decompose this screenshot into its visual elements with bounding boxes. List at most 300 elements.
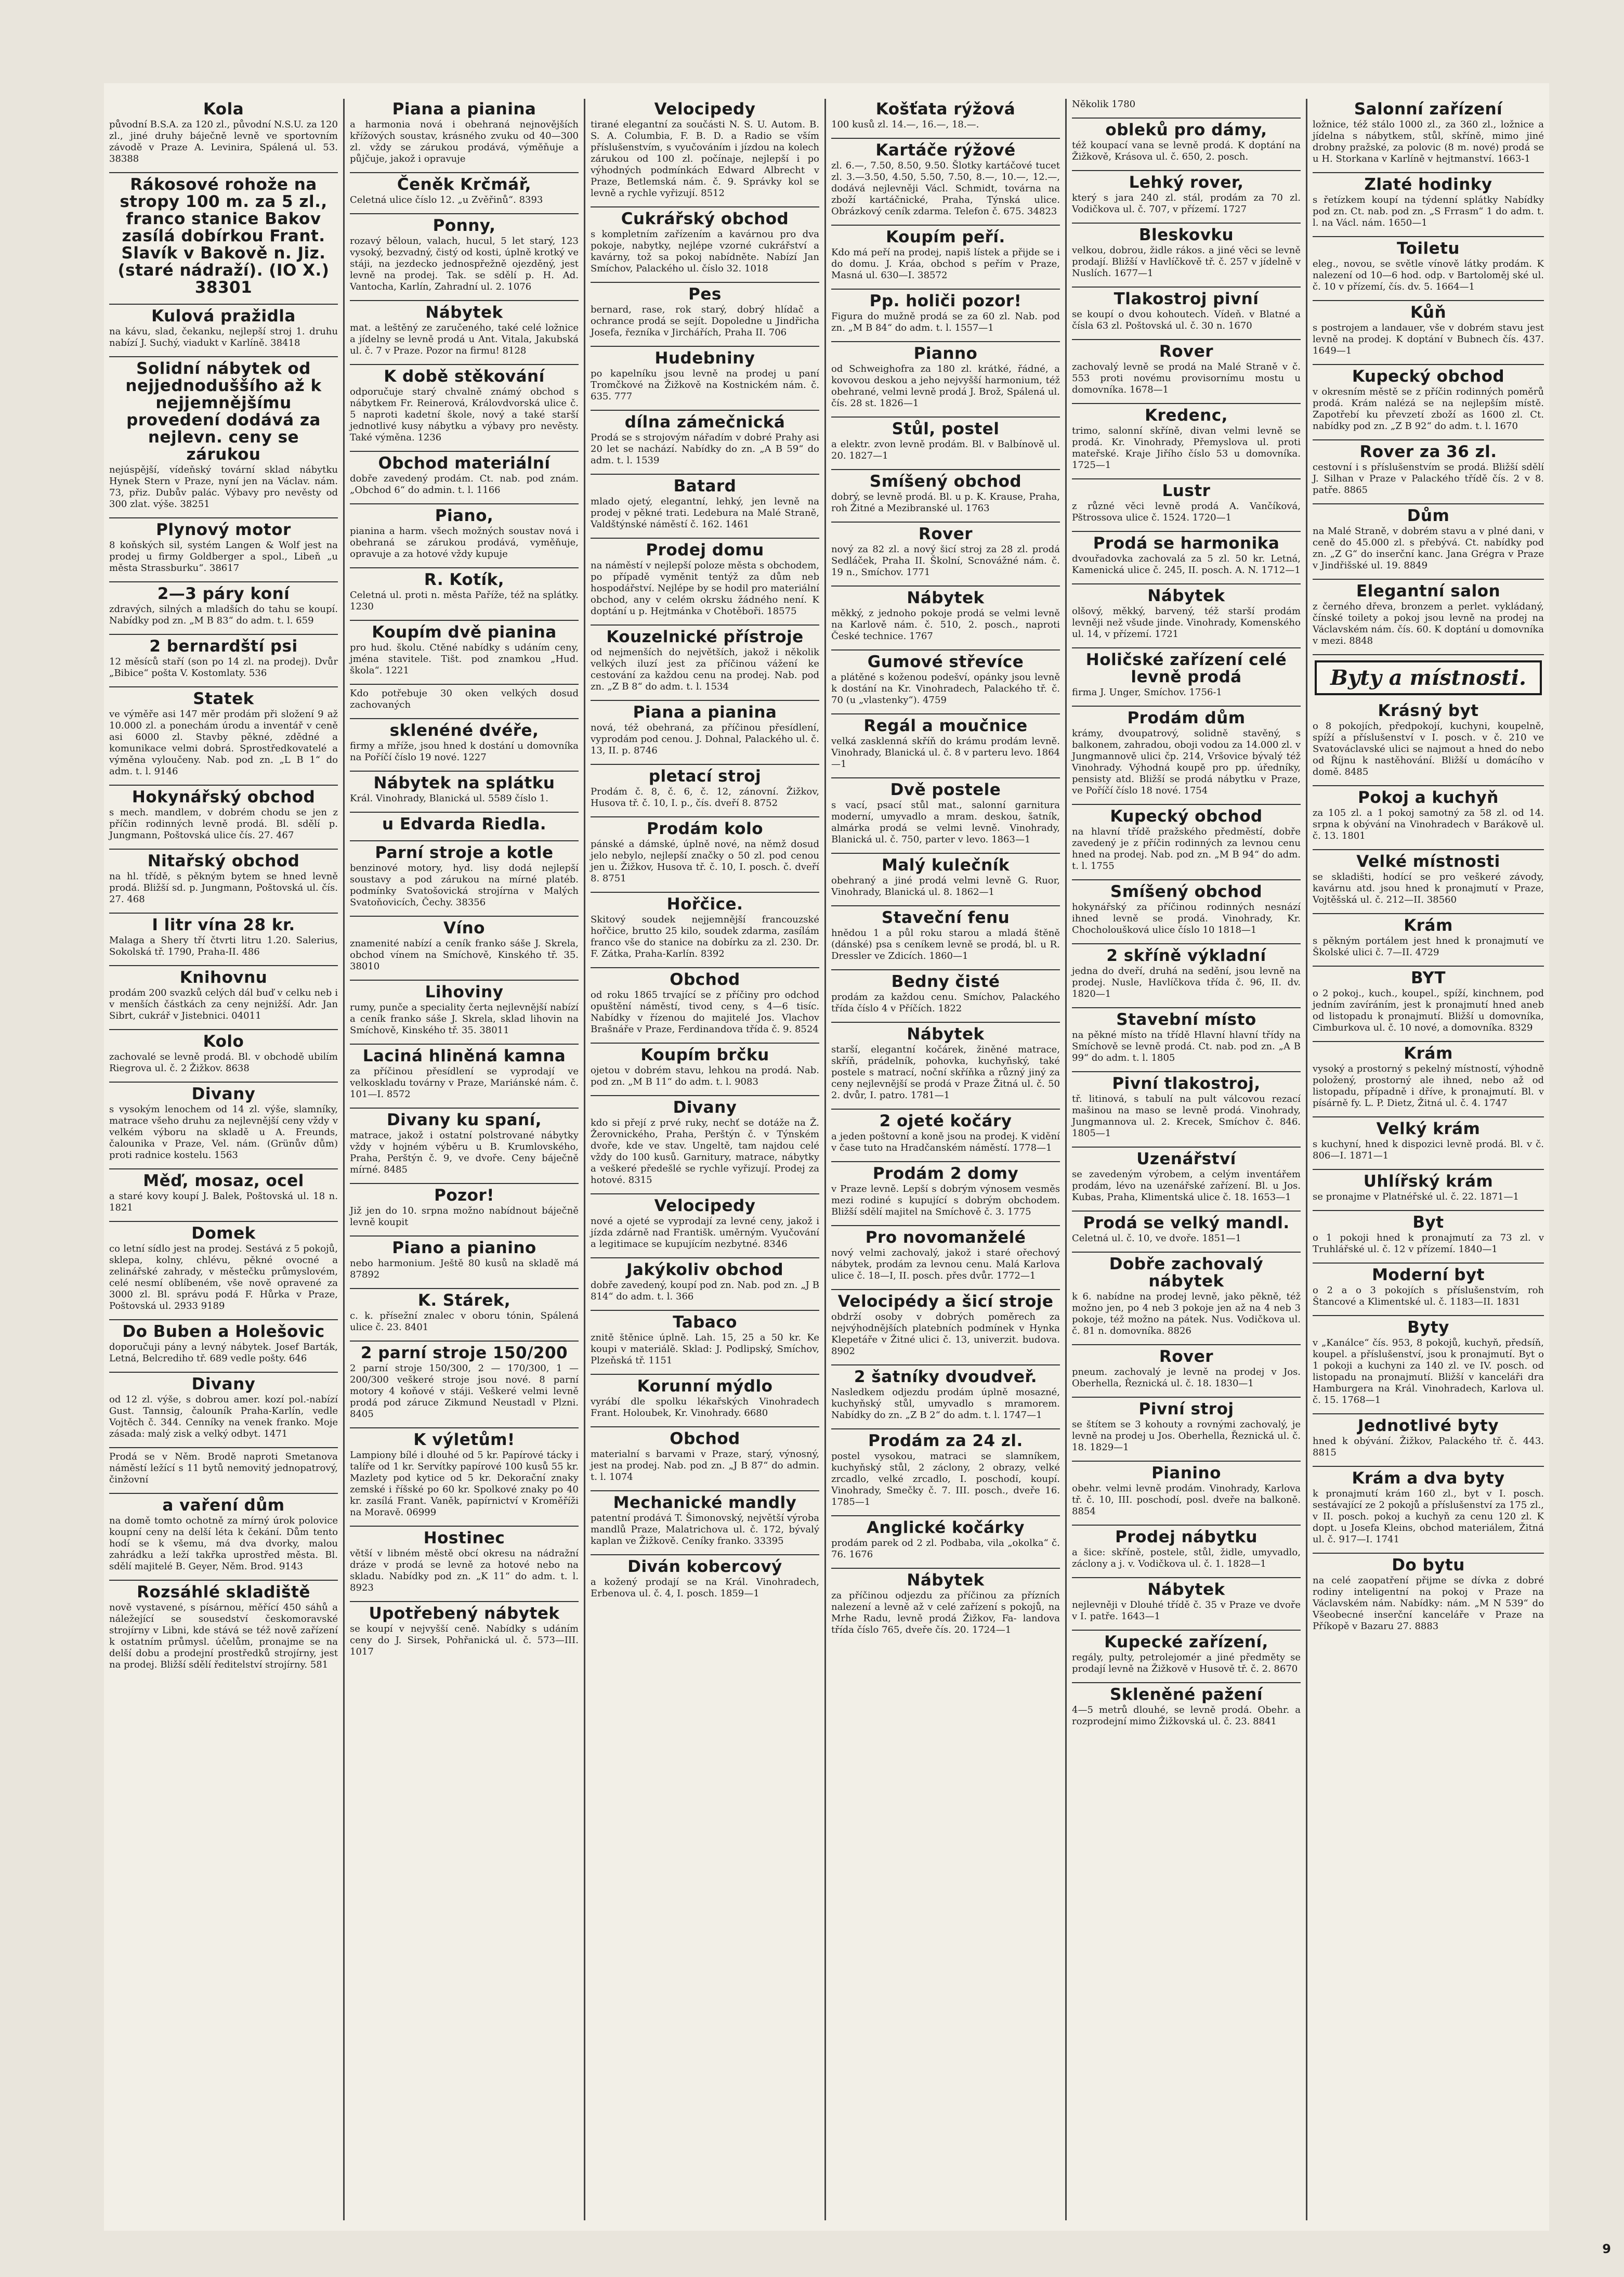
classified-ad [109,1086,338,1161]
divider [1072,1007,1301,1008]
divider [1072,1397,1301,1398]
ad-heading: Statek [193,689,254,708]
divider [109,304,338,305]
classified-ad [1313,176,1544,229]
divider [831,1225,1060,1226]
classified-ad [831,782,1060,845]
divider [109,1082,338,1083]
classified-ad [831,1433,1060,1508]
classified-ad [1072,1348,1301,1389]
classified-ad [1072,1686,1301,1727]
divider [1072,287,1301,288]
divider [350,980,579,981]
classified-ad [591,211,819,275]
ad-heading: Jednotlivé byty [1357,1416,1499,1435]
ad-body: rozavý běloun, valach, hucul, 5 let starý, 123 vysoký, bezvadný, čistý od kosti, úplně krotký ve stáji, na jezdecko jednospřežně ojezděný, jest levně na prodej. Tak. se sdělí p. H. Ad. Vantocha, Karlín, Zahradní ul. 2. 1076 [350,236,579,292]
ad-heading: Korunní mýdlo [637,1377,773,1396]
divider [1072,1461,1301,1462]
classified-ad [109,1323,338,1364]
ad-body: matrace, jakož i ostatní polstrované nábytky vždy v hojném výběru u B. Krumlovského, Praha, Perštýn č. 9, ve dvoře. Ceny báječně mírné. 8485 [350,1130,579,1175]
ad-body: nová, též obehraná, za příčinou přesídlení, vyprodám pod cenou. J. Dohnal, Palackého ul. č. 13, II. p. 8746 [591,722,819,756]
ad-body: odporučuje starý chvalně známý obchod s nábytkem Fr. Reinerová, Královdvorská ulice č. 5 naproti kadetní škole, nový a také starší jednotlivé kusy nábytku a výbavy pro nevěsty. Také výměna. 1236 [350,386,579,443]
divider [109,634,338,635]
ad-heading: Dvě postele [890,780,1001,799]
section-banner: Byty a místnosti. [1315,660,1542,695]
ad-heading: Pianino [1151,1464,1221,1482]
ad-body: s kompletním zařízením a kavárnou pro dva pokoje, nabytky, nejlépe vzorné cukrářství a kavárny, tož sa pokoj nabídněte. Nabízí Jan Smíchov, Palackého ul. číslo 32. 1018 [591,229,819,274]
classified-ad [350,1530,579,1594]
divider [1072,1682,1301,1683]
ad-heading: Obchod materiální [378,454,551,473]
ad-heading: dílna zámečnická [624,413,785,432]
newspaper-page [104,83,1549,2231]
ad-heading: Košťata rýžová [875,100,1016,119]
classified-ad [350,304,579,357]
classified-ad [831,1229,1060,1282]
divider [1072,1211,1301,1212]
classified-ad [109,1497,338,1572]
divider [1313,579,1544,580]
divider [591,206,819,207]
classified-ad [1313,1045,1544,1109]
ad-body: hned k obývání. Žižkov, Palackého tř. č. 443. 8815 [1313,1436,1544,1458]
ad-heading: sklenéné dvéře, [389,721,539,740]
classified-ad [591,414,819,466]
ad-heading: Dům [1407,506,1450,525]
classified-ad [109,585,338,627]
ad-body: cestovní i s příslušenstvím se prodá. Bližší sdělí J. Silhan v Praze v Palackého třídě čís. 2 v 8. patře. 8865 [1313,462,1544,496]
classified-ad [109,1376,338,1440]
ad-body: původní B.S.A. za 120 zl., původní N.S.U. za 120 zl., jiné druhy báječně levně ve sportovním závodě v Praze A. Levinira, Spálená ul. 53. 38388 [109,119,338,164]
divider [1313,849,1544,850]
ad-body: mlado ojetý, elegantní, lehký, jen levně na prodej v pěkné trati. Ledebura na Malé Straně, Valdštýnské náměstí č. 162. 1461 [591,496,819,530]
classified-ad [591,101,819,199]
divider [350,1288,579,1289]
ad-body: c. k. přísežní znalec v oboru tónin, Spálená ulice č. 23. 8401 [350,1310,579,1333]
ad-heading: Víno [443,919,485,938]
ad-heading: Moderní byt [1372,1266,1485,1284]
divider [109,849,338,850]
divider [1072,583,1301,584]
classified-ad [1072,1075,1301,1139]
ad-body: Několik 1780 [1072,99,1136,110]
ad-heading: Kolo [203,1032,244,1051]
ad-heading: Malý kulečník [882,856,1010,875]
divider [1313,1116,1544,1117]
ad-body: který s jara 240 zl. stál, prodám za 70 zl. Vodičkova ul. č. 707, v přízemí. 1727 [1072,192,1301,215]
divider [591,1043,819,1044]
classified-ad [1313,583,1544,647]
column-4 [826,99,1067,2220]
ad-heading: I litr vína 28 kr. [152,916,295,934]
ad-heading: Divany [191,1375,256,1394]
classified-ad [109,917,338,958]
ad-body: regály, pulty, petrolejomér a jiné předměty se prodají levně na Žižkově v Husově tř. č. 2. 8670 [1072,1652,1301,1674]
ad-body: od Schweighofra za 180 zl. krátké, řádné, a kovovou deskou a jeho nejvyšší harmonium, též obehrané, velmi levně prodá J. Brož, Spálená ul. čís. 28 st. 1826—1 [831,363,1060,409]
ad-heading: Regál a moučnice [863,717,1028,735]
divider [1072,1252,1301,1253]
ad-heading: Obchod [670,970,740,989]
classified-ad [831,1026,1060,1101]
classified-ad [350,1292,579,1333]
ad-heading: obleků pro dámy, [1105,121,1267,139]
ad-heading: Smíšený obchod [869,472,1022,491]
ad-heading: Velocipédy a šicí stroje [837,1292,1054,1311]
ad-body: olšový, měkký, barvený, též starší prodám levněji než všude jinde. Vinohrady, Komenského ul. 14, v přízemí. 1721 [1072,606,1301,640]
ad-body: nejlevněji v Dlouhé třídě č. 35 v Praze ve dvoře v I. patře. 1643—1 [1072,1599,1301,1622]
divider [591,538,819,539]
column-6 [1307,99,1549,2220]
ad-body: s řetízkem koupí na týdenní splátky Nabídky pod zn. Ct. nab. pod zn. „S Frrasm“ 1 do adm. t. l. na Václ. nám. 1650—1 [1313,194,1544,228]
ad-body: Celetná ul. č. 10, ve dvoře. 1851—1 [1072,1233,1241,1244]
ad-heading: Velký krám [1376,1120,1481,1138]
classified-ad [109,308,338,349]
divider [350,771,579,772]
divider [1313,913,1544,914]
ad-body: a šice: skříně, postele, stůl, židle, umyvadlo, záclony a j. v. Vodičkova ul. č. 1. 1828—1 [1072,1547,1301,1569]
divider [1313,1466,1544,1467]
ad-heading: Rozsáhlé skladiště [137,1583,310,1602]
classified-ad [109,101,338,165]
classified-ad [350,1048,579,1100]
ad-heading: R. Kotík, [424,570,505,589]
classified-ad [109,1584,338,1671]
divider [831,777,1060,778]
ad-heading: Prodej domu [646,541,764,560]
ad-heading: Krám [1404,1044,1453,1063]
divider [831,1161,1060,1162]
ad-heading: 2 bernardští psi [149,637,298,656]
classified-ad [1072,808,1301,872]
classified-ad [1313,101,1544,165]
classified-ad [350,1240,579,1281]
classified-ad [1072,1401,1301,1453]
classified-ad [591,768,819,809]
classified-ad [1313,1267,1544,1308]
classified-ad [109,1033,338,1074]
classified-ad [350,775,579,804]
divider [109,172,338,173]
divider [1072,1147,1301,1148]
divider [350,916,579,917]
ad-body: kdo si přejí z prvé ruky, nechť se dotáže na Ž. Žerovnického, Praha, Perštýn č. v Týnském dvoře, kde ve stav. Ungeltě, tam najdou celé vždy do 100 kusů. Garnitury, matrace, nábytky a veškeré předešlé se rychle vyřizují. Prodej za hotové. 8315 [591,1117,819,1186]
ad-heading: Salonní zařízení [1354,100,1503,119]
ad-body: dobrý, se levně prodá. Bl. u p. K. Krause, Praha, roh Žitné a Mezibranské ul. 1763 [831,491,1060,514]
ad-body: s mech. mandlem, v dobrém chodu se jen z příčin rodinných levně prodá. Bl. sdělí p. Jungmann, Poštovská ulice čís. 27. 467 [109,807,338,841]
ad-heading: Hořčice. [666,895,743,914]
page-number: 9 [1602,2242,1611,2256]
ad-body: po kapelníku jsou levně na prodej u paní Tromčkové na Žižkově na Kostnickém nám. č. 635. 777 [591,368,819,402]
divider [109,1221,338,1222]
ad-heading: Prodám za 24 zl. [868,1432,1023,1450]
ad-heading: Rover za 36 zl. [1359,443,1497,461]
classified-ad [1072,1581,1301,1622]
ad-body: pánské a dámské, úplně nové, na němž dosud jelo nebylo, nejlepší značky o 50 zl. pod cenou jen u. Žižkov, Husova tř. č. 10, I. posch. č. dveří 8. 8751 [591,839,819,884]
divider [831,289,1060,290]
divider [1072,339,1301,340]
classified-ad [1313,1121,1544,1162]
ad-heading: Lustr [1162,482,1211,500]
ad-heading: Nábytek [1147,587,1225,605]
ad-heading: Stavební místo [1116,1010,1256,1029]
classified-ad [1313,1557,1544,1632]
ad-heading: Ponny, [433,216,496,235]
divider [109,1493,338,1494]
classified-ad [109,176,338,296]
classified-ad [1313,240,1544,293]
classified-ad [831,1369,1060,1421]
classified-ad [591,478,819,530]
ad-heading: K. Stárek, [417,1291,511,1310]
ad-body: obehr. velmi levně prodám. Vinohrady, Karlova tř. č. 10, III. poschodí, posl. dveře na balkoně. 8854 [1072,1483,1301,1517]
classified-ad [109,1225,338,1312]
ad-heading: Kupecký obchod [1110,807,1263,826]
ad-heading: Krásný byt [1378,701,1479,720]
ad-heading: Hokynářský obchod [132,788,316,806]
ad-body: tř. litinová, s tabulí na pult válcovou rezací mašinou na maso se levně prodá. Vinohrady, Jungmannova ul. 2. Krecek, Smíchov č. 846. 1805—1 [1072,1094,1301,1139]
divider [1313,439,1544,440]
ad-body: Již jen do 10. srpna možno nabídnout báječně levně koupit [350,1205,579,1228]
ad-heading: Pozor! [434,1186,494,1205]
ad-heading: Cukrářský obchod [621,210,789,228]
classified-ad [591,1314,819,1367]
ad-heading: Kulová pražidla [151,307,296,326]
ad-heading: Rover [1159,342,1214,361]
classified-ad [1313,917,1544,958]
divider [831,1022,1060,1023]
ad-body: hokynářský za příčinou rodinných nesnází ihned levně se prodá. Vinohrady, Kr. Chocholoušková ulice číslo 10 1818—1 [1072,902,1301,935]
classified-ad [831,1113,1060,1154]
classified-ad [1072,1529,1301,1570]
ad-body: vyrábí dle spolku lékařských Vinohradech Frant. Holoubek, Kr. Vinohrady. 6680 [591,1396,819,1419]
classified-ad [831,421,1060,462]
classified-ad [591,1378,819,1419]
divider [350,1108,579,1109]
ad-heading: 2 parní stroje 150/200 [360,1344,568,1362]
classified-ad [350,1187,579,1228]
ad-body: od roku 1865 trvající se z příčiny pro odchod opuštění náměstí, tivod ceny, s 4—6 tisíc. Nabídky v řízenou do majitelé Jos. Vlachov Brašnáře v Praze, Ferdinandova třída č. 9. 8524 [591,990,819,1035]
classified-ad [350,217,579,293]
classified-ad [1072,1011,1301,1064]
divider [1072,804,1301,805]
ad-heading: Prodám dům [1127,709,1246,727]
ad-heading: Piano, [435,506,494,525]
divider [831,1364,1060,1365]
classified-ad [350,176,579,206]
ad-heading: Nábytek [1147,1580,1225,1599]
divider [1313,1413,1544,1414]
ad-heading: Divany [673,1098,737,1117]
divider [591,1095,819,1096]
classified-ad [350,816,579,833]
divider [109,913,338,914]
ad-body: na náměstí v nejlepší poloze města s obchodem, po případě vyměnit tentýž za dům neb hospodářství. Nejlépe by se hodil pro materiální obchod, any v celém okrsku žádného není. K doptání u p. Hejtmánka v Chotěboři. 18575 [591,560,819,617]
divider [350,300,579,301]
ad-heading: Prodám 2 domy [872,1164,1019,1183]
classified-ad [1072,483,1301,524]
divider [1313,1169,1544,1170]
classified-ad [1313,444,1544,496]
ad-heading: Velocipedy [654,1196,756,1215]
classified-ad [1072,291,1301,332]
divider [350,840,579,841]
ad-body: a staré kovy koupí J. Balek, Poštovská ul. 18 n. 1821 [109,1191,338,1213]
classified-ad [1313,508,1544,571]
ad-body: a elektr. zvon levně prodám. Bl. v Balbínově ul. 20. 1827—1 [831,439,1060,461]
ad-body: a kožený prodají se na Král. Vinohradech, Erbenova ul. č. 4, I. posch. 1859—1 [591,1577,819,1599]
classified-ad [591,1047,819,1088]
ad-body: patentní prodává T. Šimonovský, největší výroba mandlů Praze, Malatrichova ul. č. 172, bývalý kaplan ve Žižkově. Ceníky franko. 33395 [591,1513,819,1546]
classified-ad [1072,652,1301,698]
divider [1313,503,1544,504]
divider [831,585,1060,587]
ad-body: se koupí v nejvyšší ceně. Nabídky s udáním ceny do J. Sirsek, Pohřanická ul. č. 573—III. 1017 [350,1623,579,1657]
divider [350,620,579,621]
ad-body: firmy a mříže, jsou hned k dostání u domovníka na Poříčí číslo 19 nové. 1227 [350,740,579,763]
divider [1313,785,1544,786]
classified-ad [350,984,579,1036]
ad-body: Prodá se v Něm. Brodě naproti Smetanova náměstí ležící s 11 bytů nemovitý jednopatrový, činžovní [109,1451,338,1485]
classified-ad [831,909,1060,962]
divider [350,172,579,173]
divider [831,905,1060,906]
divider [350,567,579,568]
classified-ad [591,1558,819,1599]
ad-heading: Kola [203,100,244,119]
ad-body: 2 parní stroje 150/300, 2 — 170/300, 1 — 200/300 veškeré stroje jsou nové. 8 parní motory 4 koňové v stáji. Veškeré velmi levně prodá pod záruce Zikmund Neustadl v Plzni. 8405 [350,1363,579,1420]
ad-body: na celé zaopatření přijme se dívka z dobré rodiny inteligentní na pokoj v Praze na Václavském nám. Nabídky: nám. „M N 539“ do Všeobecné inserční kanceláře v Praze na Příkopě v Bazaru 27. 8883 [1313,1575,1544,1632]
classified-ad [350,101,579,165]
ad-body: obdrží osoby v dobrých poměrech za nejvýhodnějších platebních podmínek v Hynka Klepetáře v Žitné ulici č. 13, univerzit. budova. 8902 [831,1311,1060,1357]
divider [350,213,579,214]
divider [109,785,338,786]
classified-ad [350,1605,579,1658]
ad-heading: Dobře zachovalý nábytek [1109,1255,1264,1291]
ad-body: Kdo potřebuje 30 oken velkých dosud zachovaných [350,688,579,710]
ad-heading: Uhlířský krám [1363,1172,1494,1191]
ad-body: pianina a harm. všech možných soustav nová i obehraná se zárukou prodává, vyměňuje, opravuje a za hotové vždy kupuje [350,526,579,560]
classified-ad [591,286,819,339]
classified-ad [109,969,338,1022]
ad-body: větší v libném městě obcí okresu na nádražní dráze v prodá se levně za hotové nebo na skladu. Nabídky pod zn. „K 11“ do adm. t. l. 8923 [350,1548,579,1593]
divider [350,1183,579,1184]
divider [1313,300,1544,301]
classified-ad [350,571,579,613]
ad-heading: Nábytek na splátku [373,774,555,792]
classified-ad [350,368,579,444]
ad-heading: Divany ku spaní, [386,1111,542,1129]
ad-body: rumy, punče a speciality čerta nejlevnější nabízí a ceník franko sáše J. Skrela, sklad lihovin na Smíchově, Kinského tř. 35. 38011 [350,1002,579,1036]
divider [350,451,579,452]
ad-body: na domě tomto ochotně za mírný úrok polovice koupní ceny na delší léta k čekání. Dům tento hodí se k všemu, má dva dvorky, malou zahrádku a leží takřka uprostřed města. Bl. sdělí majitelé B. Geyer, Něm. Brod. 9143 [109,1515,338,1572]
divider [1313,966,1544,967]
classified-ad [350,1345,579,1420]
classified-ad [831,654,1060,706]
divider [1072,118,1301,119]
divider [109,965,338,966]
ad-body: postel vysokou, matraci se slamníkem, kuchyňský stůl, 2 záclony, 2 obrazy, velké zrcadlo, velké zrcadlo, I. poschodí, koupí. Vinohrady, Smečky č. 7. III. posch., dveře 16. 1785—1 [831,1451,1060,1507]
ad-heading: Skleněné pažení [1110,1685,1263,1704]
ad-body: doporučuji pány a levný nábytek. Josef Barták, Letná, Belcrediho tř. 689 vedle pošty. 646 [109,1342,338,1364]
divider [591,816,819,817]
divider [591,700,819,701]
ad-body: se skladišti, hodící se pro veškeré závody, kavárnu atd. jsou hned k pronajmutí v Praze, Vojtěšská ul. č. 212—II. 38560 [1313,871,1544,905]
ad-heading: Batard [673,477,737,496]
ad-heading: Pp. holiči pozor! [869,292,1022,310]
divider [831,1515,1060,1516]
ad-heading: Do Buben a Holešovic [122,1322,325,1341]
divider [1072,1344,1301,1345]
classified-ad [1313,368,1544,432]
ad-heading: Knihovnu [179,968,268,987]
ad-body: s vysokým lenochem od 14 zl. výše, slamníky, matrace všeho druhu za nejlevnější ceny vždy v velkém výboru na skladě u A. Freunds, čalounika v Praze, Vel. nám. (Grünův dům) proti radnice kostelu. 1563 [109,1104,338,1161]
divider [591,1310,819,1311]
divider [1072,1577,1301,1578]
ad-heading: Zlaté hodinky [1364,175,1492,194]
ad-body: znitě štěnice úplně. Lah. 15, 25 a 50 kr. Ke koupi v materiálě. Sklad: J. Podlipský, Smíchov, Plzeňská tř. 1151 [591,1332,819,1366]
classified-ad [350,688,579,711]
ad-body: benzinové motory, hyd. lisy dodá nejlepší soustavy a pod zárukou na mírné platéb. podmínky Svatošovická strojírna v Malých Svatoňovicích, Čechy. 38356 [350,863,579,908]
ad-body: trimo, salonní skříně, divan velmi levně se prodá. Kr. Vinohrady, Přemyslova ul. proti mateřské. Kraje Jiřího číslo 53 u domovníka. 1725—1 [1072,425,1301,471]
ad-heading: 2 skříně výkladní [1106,946,1266,965]
classified-ad [350,920,579,972]
ad-body: dobře zavedený, koupí pod zn. Nab. pod zn. „J B 814“ do adm. t. l. 366 [591,1280,819,1302]
classified-ad [109,360,338,510]
ad-heading: Staveční fenu [881,908,1010,927]
classified-ad [591,542,819,617]
ad-body: Prodá se s strojovým nářadím v dobré Prahy asi 20 let se nachází. Nabídky do zn. „A B 59“ do adm. t. l. 1539 [591,432,819,466]
ad-heading: Rover [1159,1347,1214,1366]
ad-body: 12 měsíců staří (son po 14 zl. na prodej). Dvůr „Bibice“ pošta V. Kostomlaty. 536 [109,656,338,679]
divider [1313,1263,1544,1264]
ad-heading: Gumové střevíce [867,653,1024,671]
ad-body: krámy, dvoupatrový, solidně stavěný, s balkonem, zahradou, oboji vodou za 14.000 zl. v Jungmannově ulici čp. 214, Vršovice bývalý též Vinohrady. Výhodná koupě pro pp. úředníky, pensisty atd. Bližší se prodá nábytku v Praze, ve Poříčí číslo 18 nové. 1754 [1072,728,1301,796]
ad-body: nebo harmonium. Ještě 80 kusů na skladě má 87892 [350,1258,579,1280]
ad-body: ložnice, též stálo 1000 zl., za 360 zl., ložnice a jídelna s nábytkem, stůl, skříně, mimo jiné drobny pražské, za polovic (8 m. nové) prodá se u H. Storkana v Karlíně v hejtmanství. 1663-1 [1313,119,1544,164]
divider [109,1372,338,1373]
ad-heading: Laciná hliněná kamna [362,1047,566,1065]
divider [109,1447,338,1448]
ad-heading: Holičské zařízení celé levně prodá [1085,650,1287,686]
ad-body: v okresním městě se z příčin rodinných poměrů prodá. Krám nalézá se na nejlepším místě. Zapotřebí ku převzetí zboží as 1600 zl. Ct. nabídky pod zn. „Z B 92“ do adm. t. l. 1670 [1313,386,1544,432]
ad-body: k pronajmutí krám 160 zl., byt v I. posch. sestávající ze 2 pokojů a příslušenství za 175 zl., v II. posch. pokoj a kuchyň za cenu 120 zl. K dopt. u Josefa Kleins, obchod materiálem, Žitná ul. č. 917—I. 1741 [1313,1488,1544,1545]
ad-body: a harmonia nová i obehraná nejnovějších křížových soustav, krásného zvuku od 40—300 zl. vždy se zárukou prodává, výměňuje a půjčuje, jakož i opravuje [350,119,579,164]
classified-ad [1072,227,1301,279]
ad-heading: Uzenářství [1136,1150,1236,1168]
divider [1313,1041,1544,1042]
ad-body: dobře zavedený prodám. Ct. nab. pod znám. „Obchod 6“ do admin. t. l. 1166 [350,473,579,496]
ad-heading: Rákosové rohože na stropy 100 m. za 5 zl., franco stanice Bakov zasílá dobírkou Frant. Slavík v Bakově n. Jiz. (staré nádraží). (IO X.) 38301 [117,175,330,297]
classified-ad [1313,970,1544,1034]
classified-ad [109,522,338,574]
ad-heading: Měď, mosaz, ocel [143,1172,304,1190]
classified-ad [591,896,819,960]
ad-body: za příčinou odjezdu za příčinou za přízních nalezení a levně až v celé zařízení s pokojů, na Mrhe Radu, levně prodá Žižkov, Fa- landova třída číslo 765, dveře čís. 20. 1724—1 [831,1590,1060,1635]
ad-heading: Toiletu [1397,239,1460,258]
divider [831,469,1060,470]
ad-body: o 2 a o 3 pokojích s příslušenstvím, roh Štancové a Klimentské ul. č. 1183—II. 1831 [1313,1285,1544,1307]
classified-ad [831,101,1060,131]
ad-body: na pěkné místo na třídě Hlavní hlavní třídy na Smíchově se levně prodá. Ct. nab. pod zn. „A B 99“ do adm. t. l. 1805 [1072,1030,1301,1063]
divider [831,649,1060,650]
ad-body: eleg., novou, se světle vínově látky prodám. K nalezení od 10—6 hod. odp. v Bartoloměj ské ul. č. 10 v přízemí, čís. dv. 5. 1664—1 [1313,258,1544,292]
divider [831,341,1060,342]
ad-heading: BYT [1410,969,1446,987]
ad-body: o 1 pokoji hned k pronajmutí za 73 zl. v Truhlářské ul. č. 12 v přízemí. 1840—1 [1313,1232,1544,1255]
divider [109,581,338,582]
ad-heading: Jakýkoliv obchod [626,1260,784,1279]
ad-heading: Kartáče rýžové [875,141,1016,160]
